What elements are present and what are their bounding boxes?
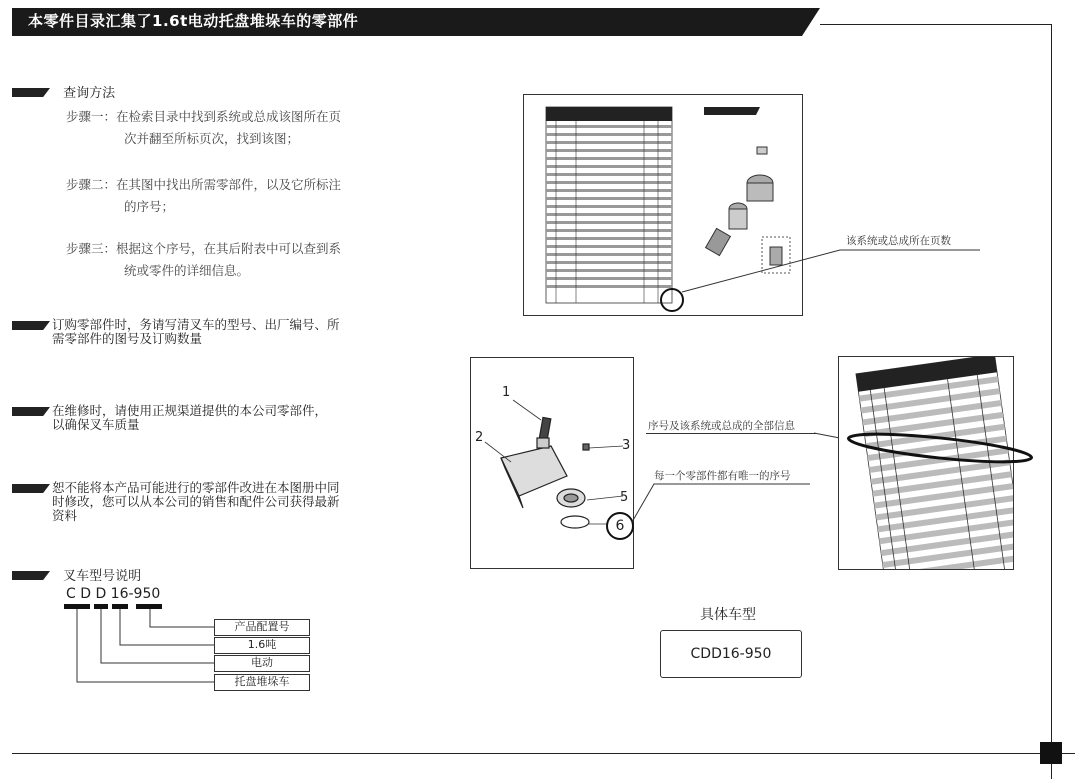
page-title: 本零件目录汇集了1.6t电动托盘堆垛车的零部件 xyxy=(28,12,359,30)
note-line: 以确保叉车质量 xyxy=(52,417,140,432)
step-two xyxy=(66,174,426,218)
callout-all-info: 序号及该系统或总成的全部信息 xyxy=(648,420,795,432)
step-text-cont: 次并翻至所标页次，找到该图； xyxy=(124,131,300,146)
part-number-6: 6 xyxy=(615,518,625,534)
step-label: 步骤三： xyxy=(66,241,117,256)
specific-model-title: 具体车型 xyxy=(700,607,756,623)
step-text-cont: 统或零件的详细信息。 xyxy=(124,263,250,278)
note-line: 恕不能将本产品可能进行的零部件改进在本图册中同 xyxy=(52,480,340,495)
step-label: 步骤一： xyxy=(66,109,117,124)
model-label-electric: 电动 xyxy=(214,655,310,672)
specific-model-box xyxy=(660,630,802,678)
bullet-marker xyxy=(12,484,50,493)
frame-bottom-line xyxy=(12,753,1075,754)
note-line: 资料 xyxy=(52,508,78,523)
note-line: 时修改，您可以从本公司的销售和配件公司获得最新 xyxy=(52,494,340,509)
highlight-ellipse xyxy=(840,424,1036,472)
step-label: 步骤二： xyxy=(66,177,117,192)
callout-line-page xyxy=(660,240,1000,310)
note-line: 在维修时，请使用正规渠道提供的本公司零部件， xyxy=(52,403,328,418)
bullet-marker xyxy=(12,571,50,580)
step-text: 根据这个序号，在其后附表中可以查到系 xyxy=(116,241,342,256)
model-title: 叉车型号说明 xyxy=(63,569,142,584)
query-section-heading xyxy=(12,82,115,101)
specific-model-code: CDD16-950 xyxy=(690,646,772,662)
step-text: 在其图中找出所需零部件，以及它所标注 xyxy=(116,177,342,192)
note-line: 订购零部件时，务请写清叉车的型号、出厂编号、所 xyxy=(52,317,340,332)
model-code: C D D 16-950 xyxy=(66,586,161,602)
callout-page-location: 该系统或总成所在页数 xyxy=(846,235,951,247)
model-label-capacity: 1.6吨 xyxy=(214,637,310,654)
step-one xyxy=(66,106,426,150)
step-text-cont: 的序号； xyxy=(124,199,175,214)
frame-top-line xyxy=(820,24,1052,25)
callout-unique-number: 每一个零部件都有唯一的序号 xyxy=(654,470,791,482)
note-ordering xyxy=(12,318,432,346)
bullet-marker xyxy=(12,321,50,330)
model-section-heading xyxy=(12,565,141,584)
frame-right-line xyxy=(1051,24,1052,779)
note-line: 需零部件的图号及订购数量 xyxy=(52,331,203,346)
step-three xyxy=(66,238,426,282)
note-improvements xyxy=(12,481,432,523)
note-maintenance xyxy=(12,404,432,432)
bullet-marker xyxy=(12,88,50,97)
callout-all-info-line xyxy=(646,433,816,434)
part-number-3: 3 xyxy=(622,438,631,453)
corner-marker xyxy=(1040,742,1062,764)
model-label-config: 产品配置号 xyxy=(214,619,310,636)
model-label-type: 托盘堆垛车 xyxy=(214,674,310,691)
table-row-stripes xyxy=(546,125,672,288)
callout-unique-line xyxy=(628,478,818,528)
part-number-5: 5 xyxy=(620,490,629,505)
part-number-2: 2 xyxy=(475,430,484,445)
query-title: 查询方法 xyxy=(63,86,116,101)
step-text: 在检索目录中找到系统或总成该图所在页 xyxy=(116,109,342,124)
exploded-diagram xyxy=(470,357,634,569)
bullet-marker xyxy=(12,407,50,416)
part-number-1: 1 xyxy=(502,385,511,400)
